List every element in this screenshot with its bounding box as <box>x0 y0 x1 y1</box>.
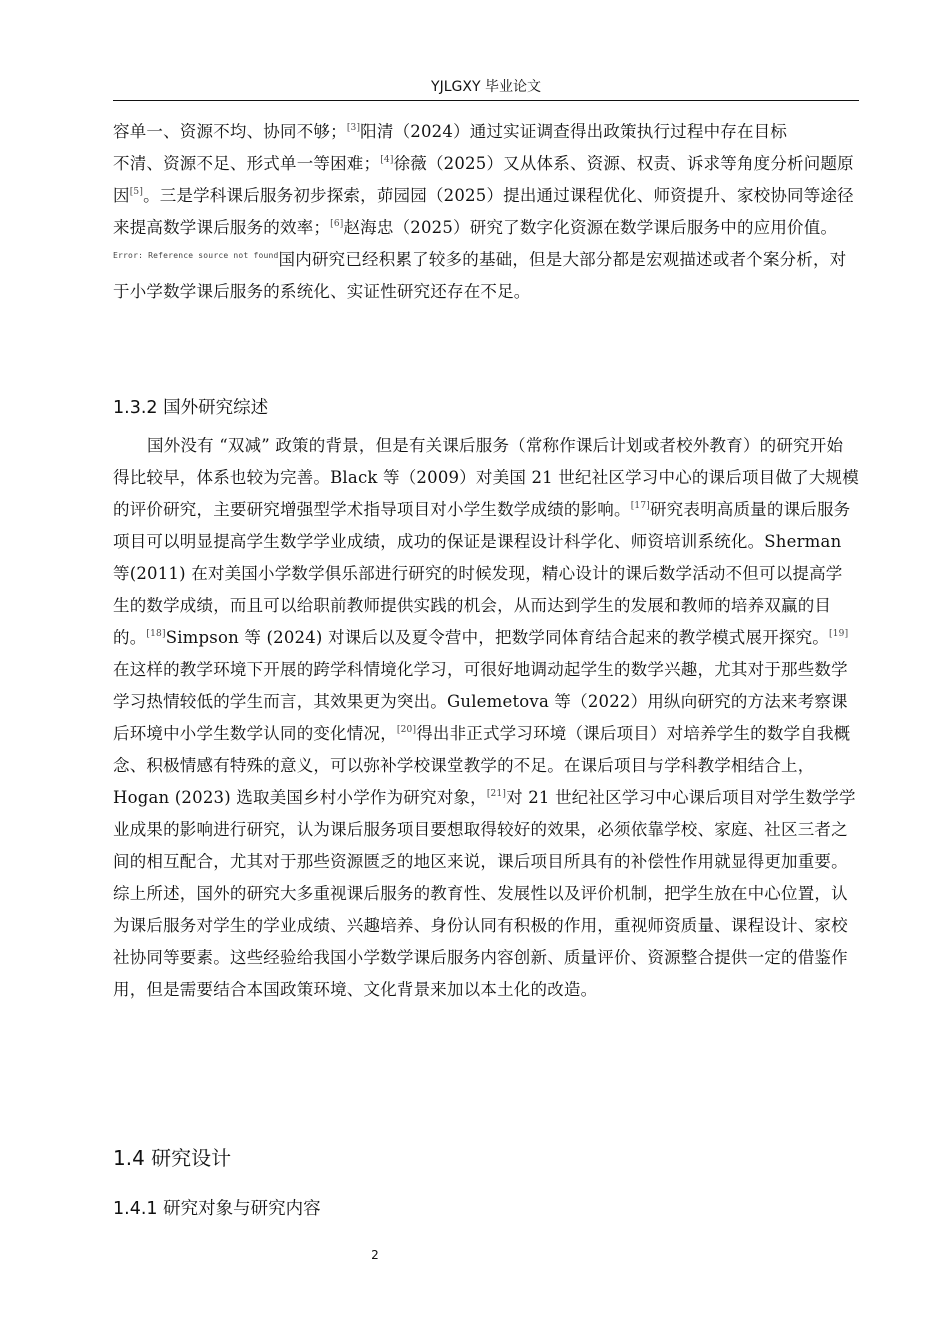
citation-3[interactable]: [3] <box>346 123 361 133</box>
text-run: Simpson 等 (2024) 对课后以及夏令营中，把数学同体育结合起来的教学模式展开探究。 <box>165 628 830 647</box>
text-run: 研究表明高质量的课后服务项目可以明显提高学生数学学业成绩，成功的保证是课程设计科学化、师资培训系统化。Sherman 等(2011) 在对美国小学数学俱乐部进行研究的时候发现，精心设计的课后数学活动不但可以提高学生的数学成绩，而且可以给职前教师提供实践的机会，从而达到学生的发展和教师的培养双赢的目的。 <box>113 500 851 647</box>
citation-4[interactable]: [4] <box>380 155 394 165</box>
text-run: 阳清（2024）通过实证调查得出政策执行过程中存在目标 <box>360 122 788 141</box>
page-number: 2 <box>371 1248 379 1262</box>
text-run: 不清、资源不足、形式单一等困难； <box>113 154 381 173</box>
reference-error-note: Error: Reference source not found <box>113 251 279 260</box>
paragraph-domestic-review <box>113 116 859 308</box>
citation-5[interactable]: [5] <box>129 187 144 197</box>
section-heading-1-4-1: 1.4.1 研究对象与研究内容 <box>113 1199 321 1219</box>
text-run: 。三是学科课后服务初步探索，茆园园（2025）提出通过课程优化、师资提升、家校协同等途径来提高数学课后服务的效率； <box>113 186 854 237</box>
citation-6[interactable]: [6] <box>330 219 344 229</box>
text-run: 徐薇（2025）又从体系、资源、权责、诉求等角度分析问题原因 <box>113 154 854 205</box>
citation-17[interactable]: [17] <box>630 501 650 511</box>
header-rule <box>113 100 859 101</box>
citation-20[interactable]: [20] <box>396 725 417 735</box>
citation-19[interactable]: [19] <box>829 629 849 639</box>
text-run: 国内研究已经积累了较多的基础，但是大部分都是宏观描述或者个案分析，对于小学数学课后服务的系统化、实证性研究还存在不足。 <box>113 250 847 301</box>
section-heading-1-4: 1.4 研究设计 <box>113 1146 232 1170</box>
text-run: 在这样的教学环境下开展的跨学科情境化学习，可很好地调动起学生的数学兴趣，尤其对于那些数学学习热情较低的学生而言，其效果更为突出。Gulemetova 等（2022）用纵向研究的方法来考察课后环境中小学生数学认同的变化情况， <box>113 660 848 743</box>
citation-18[interactable]: [18] <box>146 629 166 639</box>
citation-21[interactable]: [21] <box>486 789 507 799</box>
text-run: 国外没有 “双减” 政策的背景，但是有关课后服务（常称作课后计划或者校外教育）的研究开始得比较早，体系也较为完善。Black 等（2009）对美国 21 世纪社区学习中心的课后项目做了大规模的评价研究，主要研究增强型学术指导项目对小学生数学成绩的影响。 <box>113 436 859 519</box>
section-heading-1-3-2: 1.3.2 国外研究综述 <box>113 398 269 418</box>
text-run: 容单一、资源不均、协同不够； <box>113 122 347 141</box>
paragraph-foreign-review <box>113 430 859 1006</box>
running-header: YJLGXY 毕业论文 <box>431 79 541 95</box>
text-run: 得出非正式学习环境（课后项目）对培养学生的数学自我概念、积极情感有特殊的意义，可以弥补学校课堂教学的不足。在课后项目与学科教学相结合上，Hogan (2023) 选取美国乡村小学作为研究对象， <box>113 724 851 807</box>
text-run: 对 21 世纪社区学习中心课后项目对学生数学学业成果的影响进行研究，认为课后服务项目要想取得较好的效果，必须依靠学校、家庭、社区三者之间的相互配合，尤其对于那些资源匮乏的地区来说，课后项目所具有的补偿性作用就显得更加重要。综上所述，国外的研究大多重视课后服务的教育性、发展性以及评价机制，把学生放在中心位置，认为课后服务对学生的学业成绩、兴趣培养、身份认同有积极的作用，重视师资质量、课程设计、家校社协同等要素。这些经验给我国小学数学课后服务内容创新、质量评价、资源整合提供一定的借鉴作用，但是需要结合本国政策环境、文化背景来加以本土化的改造。 <box>113 788 856 999</box>
text-run: 赵海忠（2025）研究了数字化资源在数学课后服务中的应用价值。 <box>343 218 838 237</box>
